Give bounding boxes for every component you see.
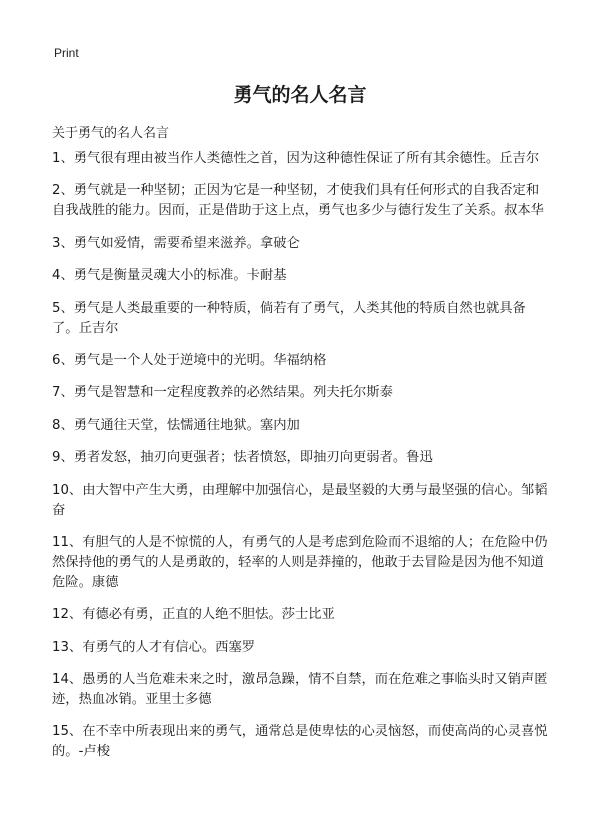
quote-item: 13、有勇气的人才有信心。西塞罗 [52,639,256,655]
quote-item: 11、有胆气的人是不惊慌的人，有勇气的人是考虑到危险而不退缩的人；在危险中仍然保持他的勇气的人是勇敢的，轻率的人则是莽撞的，他敢于去冒险是因为他不知道危险。康德 [52,534,548,590]
quote-item: 15、在不幸中所表现出来的勇气，通常总是使卑怯的心灵恼怒，而使高尚的心灵喜悦的。-卢梭 [52,724,548,760]
quote-item: 9、勇者发怒，抽刃向更强者；怯者愤怒，即抽刃向更弱者。鲁迅 [52,450,433,466]
page-subtitle: 关于勇气的名人名言 [52,126,170,141]
quote-list [52,149,552,775]
print-link[interactable]: Print [54,46,79,60]
quote-item: 10、由大智中产生大勇，由理解中加强信心，是最坚毅的大勇与最坚强的信心。邹韬奋 [52,482,548,518]
quote-item: 3、勇气如爱情，需要希望来滋养。拿破仑 [52,235,300,251]
quote-item: 14、愚勇的人当危难未来之时，激昂急躁，情不自禁，而在危难之事临头时又销声匿迹，热血冰销。亚里士多德 [52,672,548,708]
page-title: 勇气的名人名言 [233,84,367,106]
quote-item: 8、勇气通往天堂，怯懦通往地狱。塞内加 [52,417,300,433]
quote-item: 7、勇气是智慧和一定程度教养的必然结果。列夫托尔斯泰 [52,385,393,401]
quote-item: 4、勇气是衡量灵魂大小的标准。卡耐基 [52,268,287,284]
quote-item: 6、勇气是一个人处于逆境中的光明。华福纳格 [52,352,327,368]
quote-item: 5、勇气是人类最重要的一种特质，倘若有了勇气，人类其他的特质自然也就具备了。丘吉尔 [52,300,526,336]
quote-item: 2、勇气就是一种坚韧；正因为它是一种坚韧，才使我们具有任何形式的自我否定和自我战胜的能力。因而，正是借助于这上点，勇气也多少与德行发生了关系。叔本华 [52,183,544,219]
quote-item: 1、勇气很有理由被当作人类德性之首，因为这种德性保证了所有其余德性。丘吉尔 [52,151,540,166]
quote-item: 12、有德必有勇，正直的人绝不胆怯。莎士比亚 [52,607,335,623]
